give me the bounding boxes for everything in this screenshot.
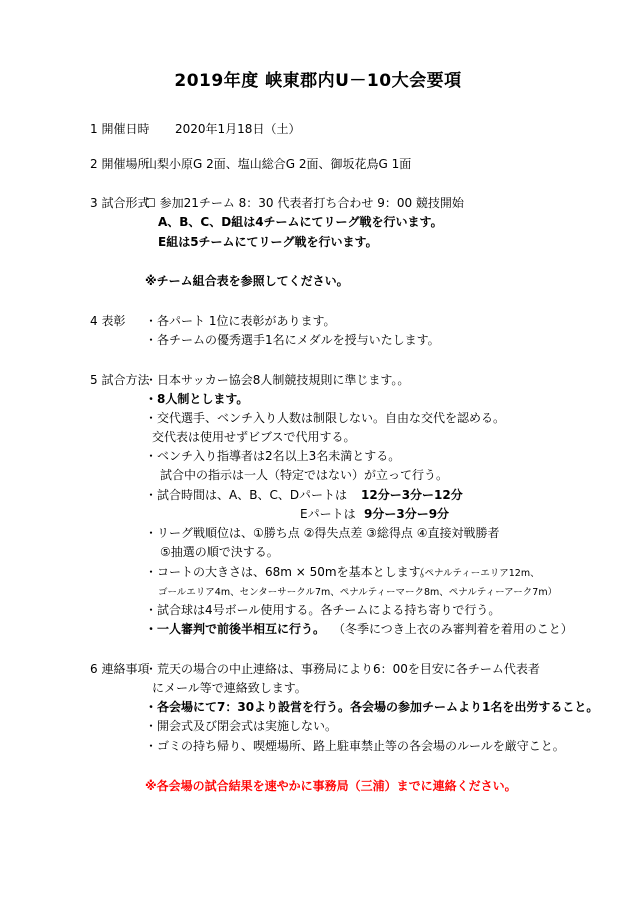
section-5-line-7b: 12分ー3分ー12分 xyxy=(361,488,463,502)
page-title: 2019年度 峡東郡内U－10大会要項 xyxy=(174,71,462,91)
section-3-line-3: E組は5チームにてリーグ戦を行います。 xyxy=(158,235,378,249)
section-1-text: 2020年1月18日（土） xyxy=(175,122,301,136)
section-5-line-4: 交代表は使用せずビブスで代用する。 xyxy=(152,430,356,444)
section-6-line-4: ・開会式及び閉会式は実施しない。 xyxy=(145,719,338,733)
section-5-line-10: ⑤抽選の順で決する。 xyxy=(160,545,279,559)
section-5-line-11b: （ペナルティーエリア12m、 xyxy=(415,568,540,579)
section-1-label: 1 開催日時 xyxy=(90,122,150,136)
section-5-line-1: ・日本サッカー協会8人制競技規則に準じます。。 xyxy=(145,373,410,387)
section-5-line-14b: （冬季につき上衣のみ審判着を着用のこと） xyxy=(333,622,573,636)
section-6-line-2: にメール等で連絡致します。 xyxy=(152,681,307,695)
section-5-line-14a: ・一人審判で前後半相互に行う。 xyxy=(145,622,326,636)
section-5-line-5: ・ベンチ入り指導者は2名以上3名未満とする。 xyxy=(145,449,401,463)
section-6-line-1: ・荒天の場合の中止連絡は、事務局により6：00を目安に各チーム代表者 xyxy=(145,662,540,676)
section-5-line-6: 試合中の指示は一人（特定ではない）が立って行う。 xyxy=(160,468,449,482)
section-3-line-1: ☐ 参加21チーム 8：30 代表者打ち合わせ 9：00 競技開始 xyxy=(145,196,464,210)
section-5-line-2: ・8人制とします。 xyxy=(145,392,249,406)
section-2-text: 山梨小原G 2面、塩山総合G 2面、御坂花鳥G 1面 xyxy=(145,157,412,171)
section-6-line-3: ・各会場にて7：30より設営を行う。各会場の参加チームより1名を出労すること。 xyxy=(145,700,599,714)
section-5-line-13: ・試合球は4号ボール使用する。各チームによる持ち寄りで行う。 xyxy=(145,603,501,617)
section-5-line-7a: ・試合時間は、A、B、C、Dパートは xyxy=(145,488,348,502)
results-notice: ※各会場の試合結果を速やかに事務局（三浦）までに連絡ください。 xyxy=(145,779,517,793)
section-5-line-11a: ・コートの大きさは、68m × 50mを基本とします。 xyxy=(145,565,432,579)
section-3-line-4: ※チーム組合表を参照してください。 xyxy=(145,274,349,288)
section-6-label: 6 連絡事項 xyxy=(90,662,150,676)
section-3-label: 3 試合形式 xyxy=(90,196,150,210)
section-6-line-5: ・ゴミの持ち帰り、喫煙場所、路上駐車禁止等の各会場のルールを厳守こと。 xyxy=(145,739,565,753)
section-5-line-8b: 9分ー3分ー9分 xyxy=(364,507,450,521)
section-4-line-1: ・各パート 1位に表彰があります。 xyxy=(145,314,336,328)
section-5-line-3: ・交代選手、ベンチ入り人数は制限しない。自由な交代を認める。 xyxy=(145,411,506,425)
section-4-label: 4 表彰 xyxy=(90,314,126,328)
section-2-label: 2 開催場所 xyxy=(90,157,150,171)
section-5-line-9: ・リーグ戦順位は、①勝ち点 ②得失点差 ③総得点 ④直接対戦勝者 xyxy=(145,526,500,540)
section-5-line-8a: Eパートは xyxy=(300,507,356,521)
section-3-line-2: A、B、C、D組は4チームにてリーグ戦を行います。 xyxy=(158,215,443,229)
section-4-line-2: ・各チームの優秀選手1名にメダルを授与いたします。 xyxy=(145,333,440,347)
section-5-label: 5 試合方法 xyxy=(90,373,150,387)
section-5-line-12: ゴールエリア4m、センターサークル7m、ペナルティーマーク8m、ペナルティーアーク7m） xyxy=(158,587,558,598)
